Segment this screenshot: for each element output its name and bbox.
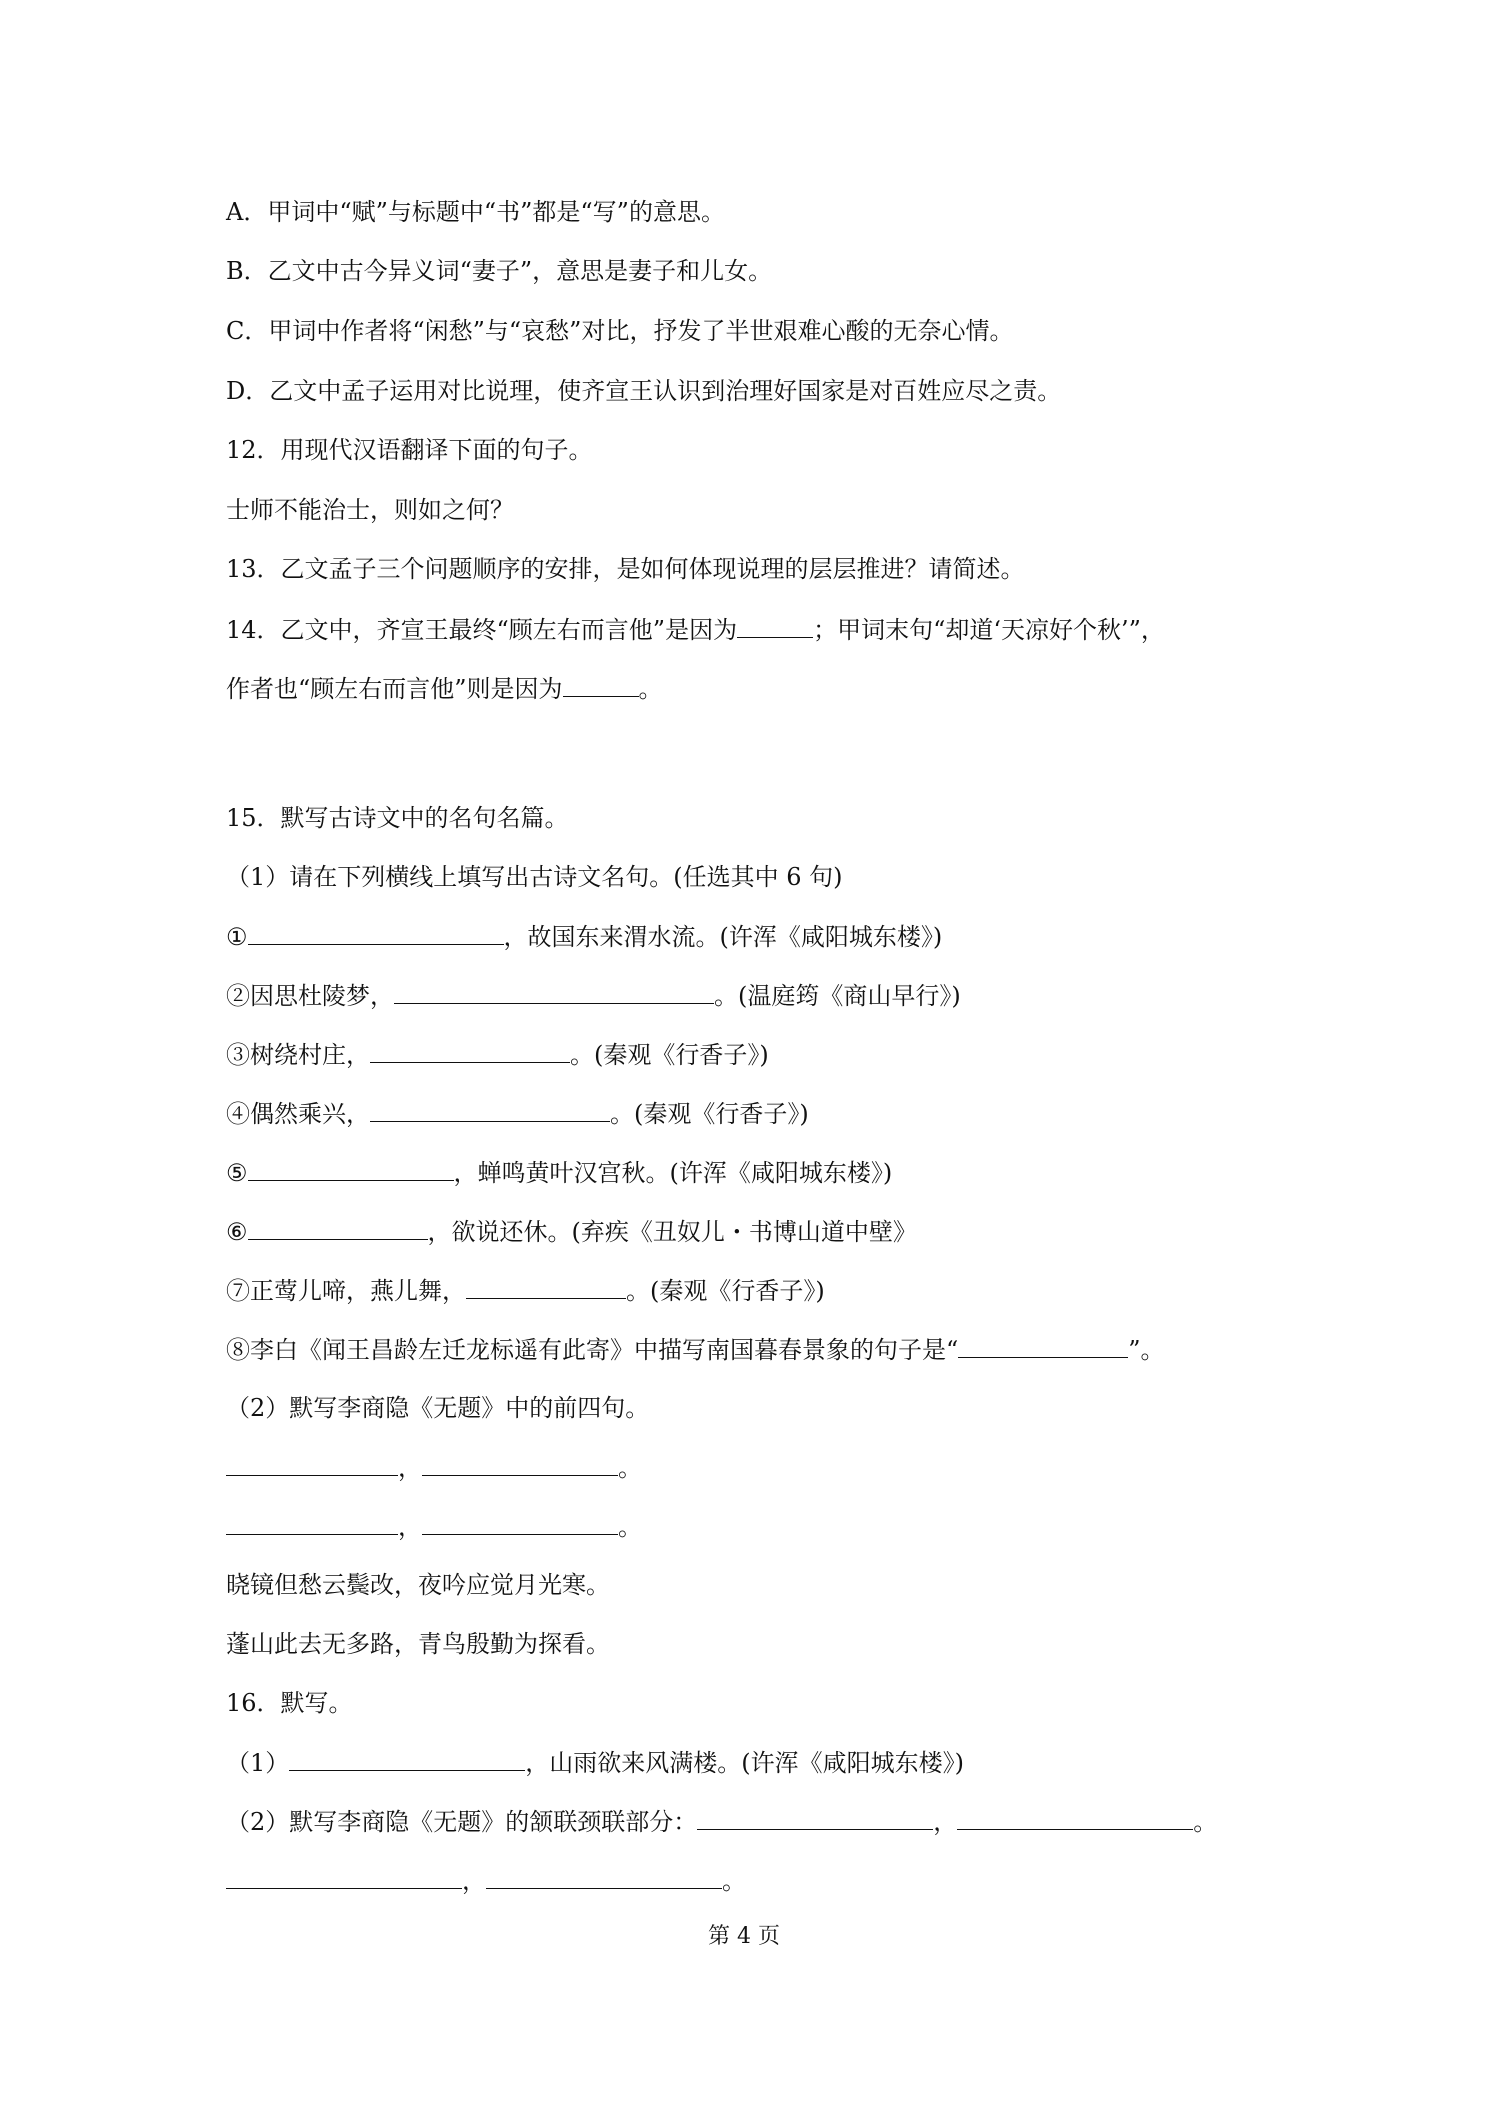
comma: ， <box>933 1808 958 1836</box>
q11-option-d: D．乙文中孟子运用对比说理，使齐宣王认识到治理好国家是对百姓应尽之责。 <box>226 377 1062 405</box>
q12-prompt: 12．用现代汉语翻译下面的句子。 <box>226 436 593 464</box>
q15-sub2-blank-4[interactable] <box>422 1508 618 1535</box>
q15-sub2-line-3: 晓镜但愁云鬓改，夜吟应觉月光寒。 <box>226 1571 610 1599</box>
q15-item-3-blank[interactable] <box>370 1036 570 1063</box>
q15-title: 15．默写古诗文中的名句名篇。 <box>226 804 569 832</box>
q16-item-1-suffix: ，山雨欲来风满楼。(许浑《咸阳城东楼》) <box>525 1749 965 1777</box>
q15-item-2 <box>226 977 1338 1014</box>
q11-option-c: C．甲词中作者将“闲愁”与“哀愁”对比，抒发了半世艰难心酸的无奈心情。 <box>226 317 1014 345</box>
q15-item-1-blank[interactable] <box>248 918 504 945</box>
q14-text-2: ；甲词末句“却道‘天凉好个秋’”， <box>813 616 1165 644</box>
q15-item-5 <box>226 1154 1338 1191</box>
period: 。 <box>722 1867 746 1895</box>
q15-item-4-suffix: 。(秦观《行香子》) <box>610 1100 809 1128</box>
q14-line-1 <box>226 611 1338 648</box>
q14-text-3: 作者也“顾左右而言他”则是因为 <box>226 675 563 703</box>
q14-blank-2[interactable] <box>563 670 639 697</box>
period: 。 <box>618 1513 642 1541</box>
q15-item-4-blank[interactable] <box>370 1095 610 1122</box>
q16-item-2-blank-2[interactable] <box>957 1803 1193 1830</box>
q16-item-1 <box>226 1744 1338 1781</box>
q15-sub2-line-2 <box>226 1508 1338 1545</box>
q15-sub2-line-4: 蓬山此去无多路，青鸟殷勤为探看。 <box>226 1630 610 1658</box>
q16-item-2-prefix: （2）默写李商隐《无题》的颔联颈联部分： <box>226 1808 698 1836</box>
q15-sub2-blank-3[interactable] <box>226 1508 398 1535</box>
q14-blank-1[interactable] <box>737 611 813 638</box>
q16-item-2 <box>226 1803 1338 1840</box>
comma: ， <box>462 1867 486 1895</box>
q15-item-5-suffix: ，蝉鸣黄叶汉宫秋。(许浑《咸阳城东楼》) <box>453 1159 893 1187</box>
q16-title: 16．默写。 <box>226 1689 353 1717</box>
q15-item-3-suffix: 。(秦观《行香子》) <box>570 1041 769 1069</box>
q16-item-1-blank[interactable] <box>289 1744 525 1771</box>
q16-item-2-line-2 <box>226 1862 1338 1899</box>
q12-sentence: 士师不能治士，则如之何？ <box>226 496 514 524</box>
q15-item-6-prefix: ⑥ <box>226 1218 248 1246</box>
q15-item-1 <box>226 918 1338 955</box>
q16-item-2-blank-4[interactable] <box>486 1862 722 1889</box>
q15-item-3 <box>226 1036 1338 1073</box>
q15-item-6-blank[interactable] <box>248 1213 428 1240</box>
q15-item-5-prefix: ⑤ <box>226 1159 248 1187</box>
q16-item-2-blank-3[interactable] <box>226 1862 462 1889</box>
q15-item-8 <box>226 1331 1338 1368</box>
q15-item-2-blank[interactable] <box>394 977 714 1004</box>
q16-item-2-blank-1[interactable] <box>697 1803 933 1830</box>
q15-item-2-suffix: 。(温庭筠《商山早行》) <box>714 982 961 1010</box>
q13-prompt: 13．乙文孟子三个问题顺序的安排，是如何体现说理的层层推进？请简述。 <box>226 555 1025 583</box>
q15-item-1-prefix: ① <box>226 923 248 951</box>
q15-item-4-prefix: ④偶然乘兴， <box>226 1100 370 1128</box>
q15-item-7-prefix: ⑦正莺儿啼，燕儿舞， <box>226 1277 466 1305</box>
q11-option-b: B．乙文中古今异义词“妻子”，意思是妻子和儿女。 <box>226 257 773 285</box>
q15-item-7-blank[interactable] <box>466 1272 626 1299</box>
q11-option-a: A．甲词中“赋”与标题中“书”都是“写”的意思。 <box>226 198 725 226</box>
comma: ， <box>398 1454 422 1482</box>
period: 。 <box>618 1454 642 1482</box>
q14-text-1: 14．乙文中，齐宣王最终“顾左右而言他”是因为 <box>226 616 738 644</box>
q16-item-1-prefix: （1） <box>226 1749 290 1777</box>
q15-sub2-line-1 <box>226 1449 1338 1486</box>
q15-item-8-prefix: ⑧李白《闻王昌龄左迁龙标遥有此寄》中描写南国暮春景象的句子是“ <box>226 1336 959 1364</box>
page-number: 第 4 页 <box>708 1924 780 1949</box>
q15-item-7-suffix: 。(秦观《行香子》) <box>626 1277 825 1305</box>
q15-item-5-blank[interactable] <box>248 1154 454 1181</box>
q14-line-2 <box>226 670 1338 707</box>
q15-item-8-blank[interactable] <box>958 1331 1128 1358</box>
q15-item-2-prefix: ②因思杜陵梦， <box>226 982 394 1010</box>
q15-item-6-suffix: ，欲说还休。(弃疾《丑奴儿・书博山道中壁》 <box>427 1218 917 1246</box>
q15-sub1: （1）请在下列横线上填写出古诗文名句。(任选其中 6 句) <box>226 863 843 891</box>
q15-item-4 <box>226 1095 1338 1132</box>
q15-item-6 <box>226 1213 1338 1250</box>
q15-item-1-suffix: ，故国东来渭水流。(许浑《咸阳城东楼》) <box>503 923 943 951</box>
q15-item-8-suffix: ”。 <box>1128 1336 1165 1364</box>
q15-sub2-blank-2[interactable] <box>422 1449 618 1476</box>
q15-sub2-blank-1[interactable] <box>226 1449 398 1476</box>
q15-item-3-prefix: ③树绕村庄， <box>226 1041 370 1069</box>
period: 。 <box>1193 1808 1218 1836</box>
q15-sub2: （2）默写李商隐《无题》中的前四句。 <box>226 1394 650 1422</box>
comma: ， <box>398 1513 422 1541</box>
q14-text-4: 。 <box>638 675 663 703</box>
q15-item-7 <box>226 1272 1338 1309</box>
